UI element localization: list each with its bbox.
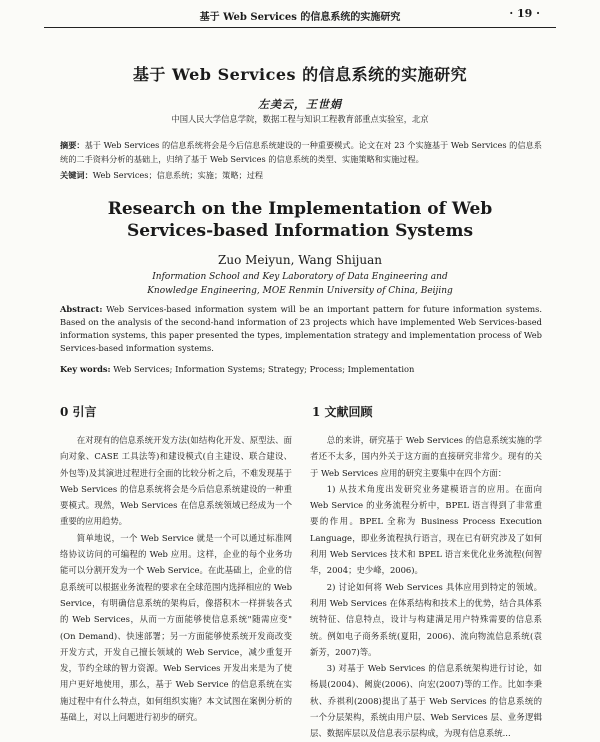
keywords-cn — [60, 168, 542, 182]
keywords-en-label: Key words: — [60, 364, 111, 374]
affiliation-cn: 中国人民大学信息学院，数据工程与知识工程教育部重点实验室，北京 — [171, 114, 429, 124]
abstract-en — [60, 303, 542, 355]
left-column — [60, 432, 292, 725]
title-en — [0, 198, 600, 242]
title-en-line-2: Services-based Information Systems — [126, 221, 474, 241]
abstract-cn-label: 摘要： — [60, 140, 85, 150]
running-title: 基于 Web Services 的信息系统的实施研究 — [199, 12, 401, 23]
page-number: · 19 · — [509, 7, 540, 20]
running-header — [0, 0, 600, 28]
header-rule — [44, 27, 556, 28]
right-column — [310, 432, 542, 742]
affiliation-en — [0, 270, 600, 298]
section-heading-literature-review: 1 文献回顾 — [312, 405, 373, 419]
abstract-cn — [60, 138, 542, 166]
abstract-cn-text: 基于 Web Services 的信息系统将会是今后信息系统建设的一种重要模式。论文在对 23 个实施基于 Web Services 的信息系统的二手资料分析的基础上，归纳了基于 Web Services 的信息系统的类型、实施策略和实施过程。 — [60, 140, 542, 164]
authors-en: Zuo Meiyun, Wang Shijuan — [218, 253, 382, 267]
abstract-en-text: Web Services-based information system will be an important pattern for future information systems. Based on the analysis of the second-hand information of 23 projects which have implemented Web Services-based information systems, this paper presented the types, implementation strategy and implementation process of Web Services-based information systems. — [60, 304, 542, 353]
title-en-line-1: Research on the Implementation of Web — [107, 199, 493, 219]
intro-paragraph-1: 在对现有的信息系统开发方法(如结构化开发、原型法、面向对象、CASE 工具法等)和建设模式(自主建设、联合建设、外包等)及其演进过程进行全面的比较分析之后，不难发现基于 Web Services 的信息系统将会是今后信息系统建设的一种重要模式。现然，Web Services 在信息系统领域已经成为一个重要的应用趋势。 — [60, 435, 292, 527]
title-cn: 基于 Web Services 的信息系统的实施研究 — [132, 65, 468, 84]
authors-cn: 左美云，王世娟 — [258, 98, 342, 111]
affiliation-en-line-1: Information School and Key Laboratory of Data Engineering and — [152, 272, 448, 282]
section-heading-introduction: 0 引言 — [60, 405, 97, 419]
review-item-3: 3) 对基于 Web Services 的信息系统架构进行讨论，如杨晨(2004)、阙旋(2006)、向宏(2007)等的工作。比如李秉秋、乔祺利(2008)提出了基于 Web Services 的信息系统的一个分层架构，系统由用户层、Web Services 层、业务逻辑层、数据库层以及信息表示层构成，为现有信息系统... — [310, 663, 542, 739]
review-paragraph-1: 总的来讲，研究基于 Web Services 的信息系统实施的学者还不太多，国内外关于这方面的直接研究非常少。现有的关于 Web Services 应用的研究主要集中在四个方面： — [310, 435, 542, 478]
abstract-en-label: Abstract: — [60, 304, 103, 314]
intro-paragraph-2: 简单地说，一个 Web Service 就是一个可以通过标准网络协议访问的可编程的 Web 应用。这样，企业的每个业务功能可以分割开发为一个 Web Service。在此基础上，企业的信息系统可以根据业务流程的要求在全球范围内选择相应的 Web Service，有明确信息系统的架构后，像搭积木一样拼装各式的 Web Services，从而一方面能够使信息系统"随需应变"(On Demand)、快速部署；另一方面能够使系统开发商改变开发方式，开发自己擅长领域的 Web Service，减少重复开发，节约全球的智力资源。Web Services 开发出来是为了使用户更好地使用，那么，基于 Web Service 的信息系统在实施过程中有什么特点，如何组织实施？本文试图在案例分析的基础上，对以上问题进行初步的研究。 — [60, 532, 292, 723]
affiliation-en-line-2: Knowledge Engineering, MOE Renmin University of China, Beijing — [147, 286, 453, 296]
review-item-2: 2) 讨论如何将 Web Services 具体应用到特定的领域。利用 Web Services 在体系结构和技术上的优势，结合具体系统特征、信息特点，设计与构建满足用户特殊需要的信息系统。例如电子商务系统(夏阳，2006)、流向物流信息系统(袁新芳，2007)等。 — [310, 581, 542, 657]
keywords-cn-label: 关键词： — [60, 170, 93, 180]
keywords-en — [60, 363, 542, 376]
keywords-cn-text: Web Services；信息系统；实施；策略；过程 — [92, 170, 264, 180]
keywords-en-text: Web Services; Information Systems; Strategy; Process; Implementation — [113, 364, 415, 374]
review-item-1: 1) 从技术角度出发研究业务建模语言的应用。在面向 Web Service 的业务流程分析中，BPEL 语言得到了非常重要的作用。BPEL 全称为 Business Process Execution Language，即业务流程执行语言，现在已有研究涉及了如何利用 Web Services 技术和 BPEL 语言来优化业务流程(何智华，2004；史少峰，2006)。 — [310, 483, 542, 576]
